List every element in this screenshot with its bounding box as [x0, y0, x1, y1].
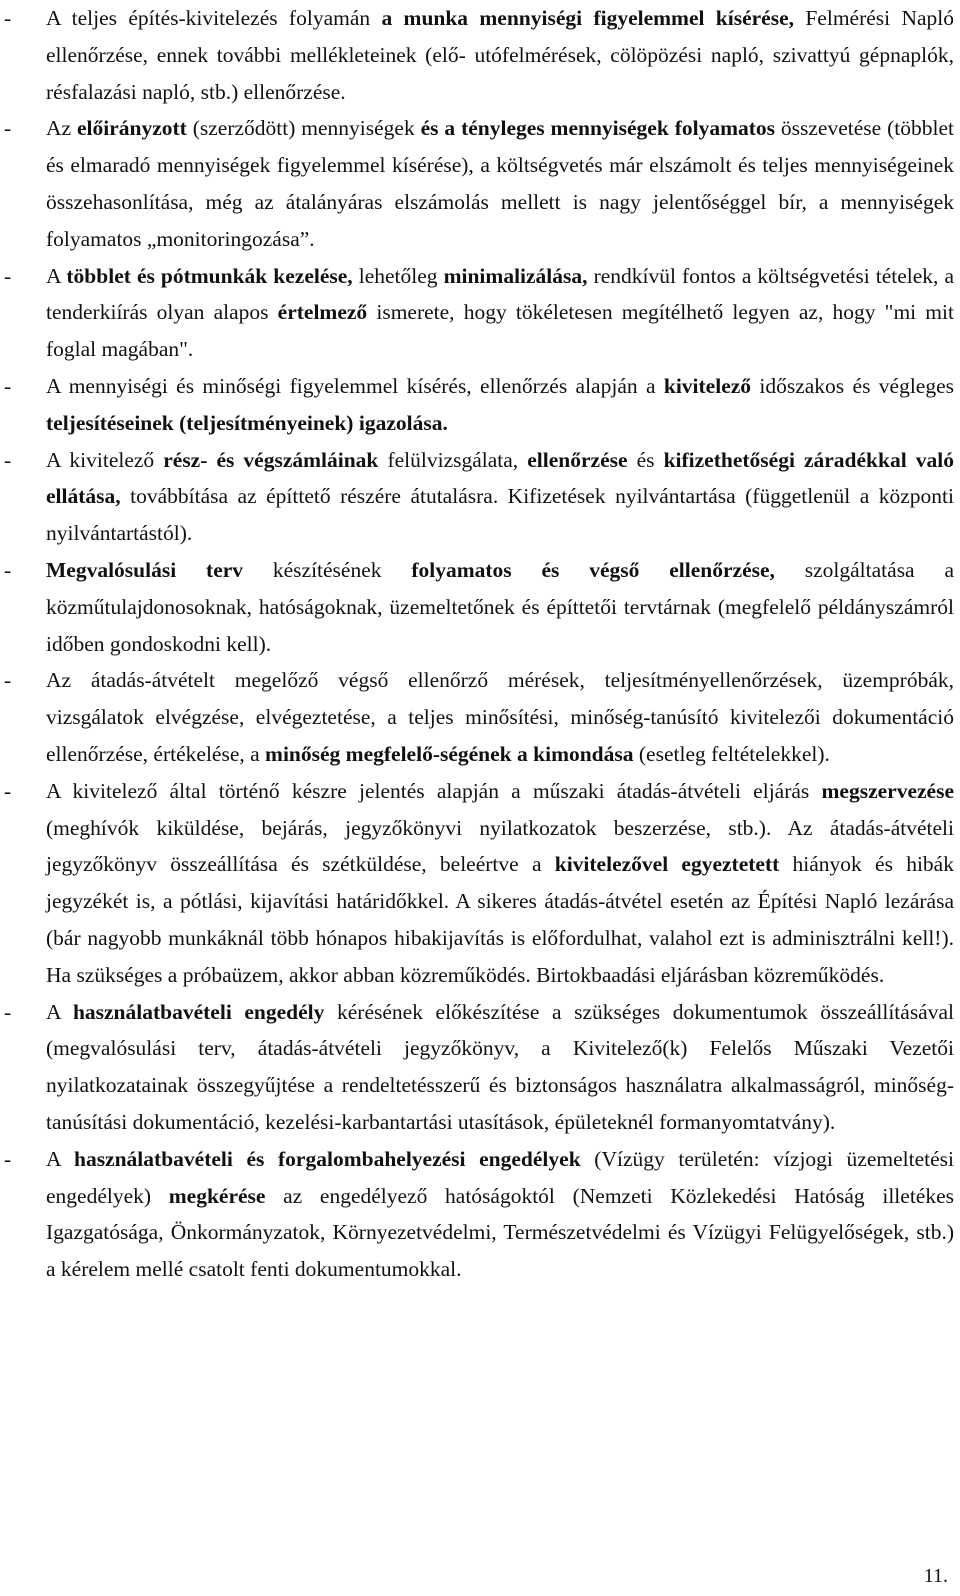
list-item — [4, 258, 954, 368]
text-segment: felülvizsgálata, — [378, 447, 528, 472]
bullet-dash: - — [4, 263, 12, 288]
bold-segment: többlet és pótmunkák kezelése, — [66, 263, 353, 288]
bold-segment: kifizethetőségi záradékkal való ellátása, — [46, 447, 954, 509]
text-segment: ismerete, hogy tökéletesen megítélhető legyen az, hogy "mi mit foglal magában". — [46, 300, 954, 362]
bullet-text — [46, 448, 954, 546]
text-segment: A — [46, 263, 67, 288]
text-segment: Az — [46, 116, 77, 141]
text-segment: (esetleg feltételekkel). — [633, 741, 830, 766]
bold-segment: folyamatos és végső ellenőrzése, — [411, 557, 775, 582]
bold-segment: minőség megfelelő-ségének a kimondása — [265, 741, 634, 766]
text-segment: hiányok és hibák jegyzékét is, a pótlási, kijavítási határidőkkel. A sikeres átadás-átvétel esetén az Építési Napló lezárása (bár nagyobb munkáknál több hónapos hibakijavítás is előfordulhat, valahol ezt is adminisztrálni kell!). Ha szükséges a próbaüzem, akkor abban közreműködés. Birtokbaadási eljárásban közreműködés. — [46, 852, 954, 987]
bullet-text — [46, 779, 954, 987]
bullet-dash: - — [4, 6, 12, 30]
bullet-text — [46, 1000, 954, 1134]
text-segment: szolgáltatása a közműtulajdonosoknak, hatóságoknak, üzemeltetőnek és építtetői tervtárnak (megfelelő példányszámról időben gondoskodni kell). — [46, 557, 954, 656]
text-segment: (szerződött) mennyiségek — [186, 116, 421, 141]
text-segment: A — [46, 999, 73, 1024]
text-segment: A teljes építés-kivitelezés folyamán — [46, 6, 382, 30]
page-number: 11. — [923, 1565, 948, 1587]
text-segment: Felmérési Napló ellenőrzése, ennek további mellékleteinek (elő- utófelmérések, cölöpözési napló, szivattyú gépnaplók, résfalazási napló, stb.) ellenőrzése. — [46, 6, 954, 104]
text-segment: rendkívül fontos a költségvetési tételek, a tenderkiírás olyan alapos — [46, 263, 954, 325]
bold-segment: előirányzott — [76, 116, 187, 141]
list-item — [4, 0, 954, 110]
text-segment: az engedélyező hatóságoktól (Nemzeti Közlekedési Hatóság illetékes Igazgatósága, Önkormányzatok, Környezetvédelmi, Természetvédelmi és Vízügyi Felügyelőségek, stb.) a kérelem mellé csatolt fenti dokumentumokkal. — [46, 1183, 954, 1282]
text-segment: készítésének — [243, 557, 412, 582]
bullet-dash: - — [4, 116, 12, 141]
list-item — [4, 994, 954, 1141]
bullet-dash: - — [4, 447, 12, 472]
list-item — [4, 662, 954, 772]
text-segment: továbbítása az építtető részére átutalásra. Kifizetések nyilvántartása (függetlenül a központi nyilvántartástól). — [46, 484, 954, 546]
bullet-text — [46, 374, 954, 435]
bullet-text — [46, 6, 954, 104]
bullet-dash: - — [4, 778, 12, 803]
text-segment: (meghívók kiküldése, bejárás, jegyzőkönyvi nyilatkozatok beszerzése, stb.). Az átadás-átvételi jegyzőkönyv összeállítása és szétküldése, beleértve a — [46, 815, 954, 877]
bullet-text — [46, 264, 954, 362]
bold-segment: használatbavételi és forgalombahelyezési engedélyek — [73, 1146, 581, 1171]
bullet-text — [46, 116, 954, 250]
bold-segment: minimalizálása, — [443, 263, 588, 288]
list-item — [4, 442, 954, 552]
list-item — [4, 552, 954, 662]
bold-segment: megszervezése — [821, 778, 954, 803]
bold-segment: a munka mennyiségi figyelemmel kísérése, — [381, 6, 795, 30]
text-segment: kérésének előkészítése a szükséges dokumentumok összeállításával (megvalósulási terv, átadás-átvételi jegyzőkönyv, a Kivitelező(k) Felelős Műszaki Vezetői nyilatkozatainak összegyűjtése a rendeltetésszerű és biztonságos használatra alkalmasságról, minőség-tanúsítási dokumentáció, kezelési-karbantartási utasítások, épületeknél formanyomtatvány). — [46, 999, 954, 1134]
bold-segment: megkérése — [168, 1183, 266, 1208]
text-segment: A kivitelező által történő készre jelentés alapján a műszaki átadás-átvételi eljárás — [46, 778, 822, 803]
bold-segment: és a tényleges mennyiségek folyamatos — [420, 116, 776, 141]
text-segment: A — [46, 1146, 74, 1171]
text-segment: és — [627, 447, 664, 472]
bold-segment: teljesítéseinek (teljesítményeinek) igazolása. — [46, 410, 448, 435]
bullet-dash: - — [4, 557, 12, 582]
bold-segment: kivitelezővel egyeztetett — [554, 852, 780, 877]
bold-segment: használatbavételi engedély — [72, 999, 325, 1024]
text-segment: lehetőleg — [352, 263, 444, 288]
bold-segment: kivitelező — [663, 373, 752, 398]
bullet-dash: - — [4, 668, 12, 693]
list-item — [4, 1141, 954, 1288]
bullet-text — [46, 1147, 954, 1281]
text-segment: Az átadás-átvételt megelőző végső ellenőrző mérések, teljesítményellenőrzések, üzempróbák, vizsgálatok elvégzése, elvégeztetése, a teljes minősítési, minőség-tanúsító kivitelezői dokumentáció ellenőrzése, értékelése, a — [46, 668, 954, 766]
bold-segment: Megvalósulási terv — [46, 557, 244, 582]
list-item — [4, 773, 954, 994]
text-segment: összevetése (többlet és elmaradó mennyiségek figyelemmel kísérése), a költségvetés már elszámolt és teljes mennyiségeinek összehasonlítása, még az átalányáras elszámolás mellett is nagy jelentőséggel bír, a mennyiségek folyamatos „monitoringozása”. — [46, 116, 954, 251]
text-segment: (Vízügy területén: vízjogi üzemeltetési engedélyek) — [46, 1146, 954, 1208]
list-item — [4, 368, 954, 442]
text-segment: A kivitelező — [46, 447, 164, 472]
bold-segment: értelmező — [277, 300, 368, 325]
text-segment: időszakos és végleges — [751, 373, 955, 398]
bullet-dash: - — [4, 999, 12, 1024]
bullet-dash: - — [4, 1146, 12, 1171]
list-item — [4, 110, 954, 257]
bullet-text — [46, 668, 954, 766]
bold-segment: rész- és végszámláinak — [163, 447, 379, 472]
bold-segment: ellenőrzése — [527, 447, 628, 472]
text-segment: A mennyiségi és minőségi figyelemmel kísérés, ellenőrzés alapján a — [46, 373, 664, 398]
bullet-list — [4, 0, 954, 1288]
bullet-dash: - — [4, 373, 12, 398]
bullet-text — [46, 558, 954, 656]
